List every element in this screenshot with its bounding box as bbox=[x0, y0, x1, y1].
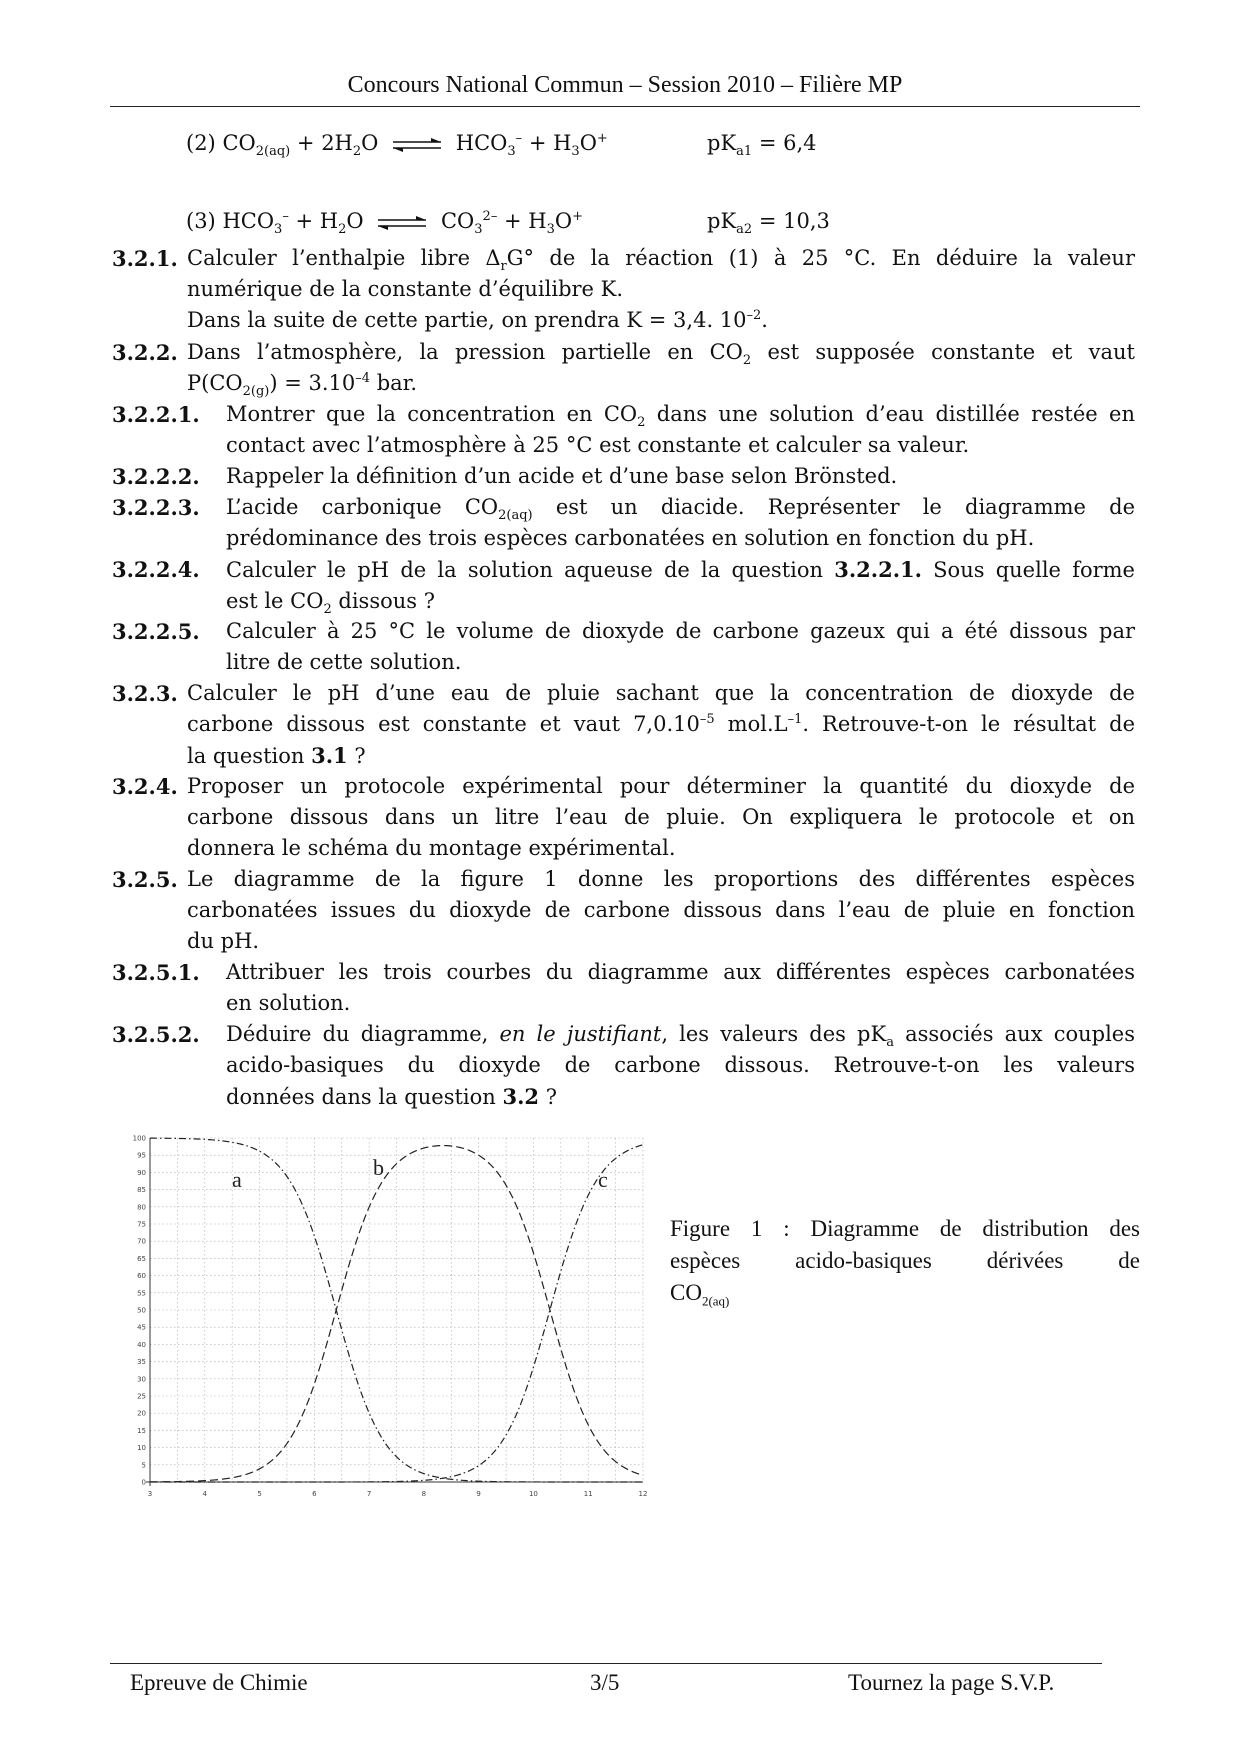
question-3-2-5: Le diagramme de la figure 1 donne les proportions des différentes espèces carbonatées issues du dioxyde de carbone dissous dans l’eau de pluie en fonction du pH. bbox=[187, 867, 1135, 953]
chart-tick-labels bbox=[133, 1135, 648, 1499]
x-tick-label: 12 bbox=[638, 1490, 648, 1498]
equilibrium-arrow-icon bbox=[376, 216, 428, 230]
x-tick-label: 6 bbox=[312, 1490, 317, 1498]
y-tick-label: 100 bbox=[132, 1134, 146, 1143]
question-3-2-2-4: Calculer le pH de la solution aqueuse de la question 3.2.2.1. Sous quelle forme est le $CO_2$ dissous ? bbox=[226, 557, 1135, 618]
chart-grid bbox=[150, 1138, 643, 1482]
y-tick-label: 35 bbox=[137, 1358, 146, 1367]
question-3-2-4: Proposer un protocole expérimental pour déterminer la quantité du dioxyde de carbone dissous dans un litre l’eau de pluie. On expliquera le protocole et on donnera le schéma du montage expérimental. bbox=[187, 774, 1135, 860]
footer-rule bbox=[110, 1663, 1102, 1664]
question-number: 3.2.2.5. bbox=[112, 619, 200, 644]
y-tick-label: 50 bbox=[137, 1306, 146, 1315]
question-number: 3.2.1. bbox=[112, 246, 178, 271]
x-tick-label: 4 bbox=[202, 1490, 208, 1498]
y-tick-label: 40 bbox=[137, 1340, 146, 1349]
y-tick-label: 15 bbox=[137, 1426, 146, 1435]
curve-label-c: c bbox=[598, 1167, 608, 1192]
x-tick-label: 10 bbox=[528, 1490, 538, 1498]
curve-label-b: b bbox=[373, 1155, 384, 1180]
y-tick-label: 70 bbox=[137, 1237, 146, 1246]
footer-right: Tournez la page S.V.P. bbox=[848, 1670, 1055, 1695]
y-tick-label: 55 bbox=[137, 1289, 146, 1298]
y-tick-label: 10 bbox=[137, 1444, 146, 1453]
question-3-2-2-2: Rappeler la définition d’un acide et d’une base selon Brönsted. bbox=[226, 464, 898, 488]
question-3-2-2: Dans l’atmosphère, la pression partielle en $CO_2$ est supposée constante et vaut $P(CO_{2(g)}) = 3.10^{-4}$ bar. bbox=[187, 340, 1135, 400]
question-3-2-3: Calculer le pH d’une eau de pluie sachant que la concentration de dioxyde de carbone dissous est constante et vaut $7,0.10^{-5}$ $mol.L^{-1}$. Retrouve-t-on le résultat de la question 3.1 ? bbox=[187, 681, 1135, 768]
question-number: 3.2.2.1. bbox=[112, 402, 200, 427]
y-tick-label: 80 bbox=[137, 1203, 146, 1212]
question-number: 3.2.2.2. bbox=[112, 464, 200, 489]
curve-label-a: a bbox=[232, 1167, 242, 1192]
y-tick-label: 60 bbox=[137, 1272, 146, 1281]
question-number: 3.2.5.2. bbox=[112, 1022, 200, 1047]
x-tick-label: 11 bbox=[583, 1490, 593, 1498]
figure-caption: Figure 1 : Diagramme de distribution des espèces acido-basiques dérivées de $CO_{2(aq)}$ bbox=[670, 1216, 1140, 1309]
pka1-value: $pK_{a1} = 6,4$ bbox=[707, 131, 817, 160]
question-number: 3.2.2.4. bbox=[112, 557, 200, 582]
x-tick-label: 5 bbox=[257, 1490, 262, 1498]
question-3-2-5-1: Attribuer les trois courbes du diagramme aux différentes espèces carbonatées en solution. bbox=[226, 960, 1135, 1015]
header-rule bbox=[110, 106, 1140, 107]
y-tick-label: 0 bbox=[141, 1478, 146, 1487]
chart-axes bbox=[146, 1138, 643, 1486]
y-tick-label: 5 bbox=[141, 1461, 146, 1470]
page-number: 3/5 bbox=[590, 1670, 620, 1695]
y-tick-label: 25 bbox=[137, 1392, 146, 1401]
question-3-2-2-1: Montrer que la concentration en $CO_2$ dans une solution d’eau distillée restée en contact avec l’atmosphère à 25 °C est constante et calculer sa valeur. bbox=[226, 402, 1135, 457]
question-number: 3.2.3. bbox=[112, 681, 178, 706]
question-3-2-2-5: Calculer à 25 °C le volume de dioxyde de carbone gazeux qui a été dissous par litre de cette solution. bbox=[226, 619, 1135, 674]
x-tick-label: 8 bbox=[421, 1490, 427, 1498]
equation-3: (3) $HCO_3^- + H_2O$ $CO_3^{2-} + H_3O^+$ bbox=[186, 209, 583, 238]
question-number: 3.2.2. bbox=[112, 340, 178, 365]
pka2-value: $pK_{a2} = 10,3$ bbox=[707, 209, 830, 238]
y-tick-label: 45 bbox=[137, 1323, 146, 1332]
y-tick-label: 30 bbox=[137, 1375, 146, 1384]
page-header-title: Concours National Commun – Session 2010 – Filière MP bbox=[347, 72, 903, 98]
equation-2: (2) $CO_{2(aq)} + 2H_2O$ $HCO_3^- + H_3O^+$ bbox=[186, 131, 608, 160]
x-tick-label: 3 bbox=[147, 1490, 153, 1498]
question-3-2-1: Calculer l’enthalpie libre $\Delta_rG^\circ$ de la réaction (1) à 25 °C. En déduire la valeur numérique de la constante d’équilibre K. Dans la suite de cette partie, on prendra K = 3,4. $10^{-2}$. bbox=[187, 246, 1135, 332]
y-tick-label: 90 bbox=[137, 1168, 146, 1177]
question-number: 3.2.4. bbox=[112, 774, 178, 799]
equilibrium-arrow-icon bbox=[391, 138, 443, 152]
x-tick-label: 9 bbox=[476, 1490, 481, 1498]
question-3-2-2-3: L’acide carbonique $CO_{2(aq)}$ est un diacide. Représenter le diagramme de prédominance des trois espèces carbonatées en solution en fonction du pH. bbox=[226, 495, 1135, 550]
question-number: 3.2.2.3. bbox=[112, 495, 200, 520]
x-tick-label: 7 bbox=[366, 1490, 372, 1498]
footer-left: Epreuve de Chimie bbox=[130, 1670, 308, 1695]
y-tick-label: 85 bbox=[137, 1186, 146, 1195]
distribution-chart bbox=[128, 1132, 650, 1506]
y-tick-label: 65 bbox=[137, 1254, 146, 1263]
y-tick-label: 75 bbox=[137, 1220, 146, 1229]
question-number: 3.2.5. bbox=[112, 867, 178, 892]
y-tick-label: 20 bbox=[137, 1409, 146, 1418]
question-number: 3.2.5.1. bbox=[112, 960, 200, 985]
y-tick-label: 95 bbox=[137, 1151, 146, 1160]
question-3-2-5-2: Déduire du diagramme, en le justifiant, les valeurs des $pK_a$ associés aux couples acido-basiques du dioxyde de carbone dissous. Retrouve-t-on les valeurs données dans la question 3.2 ? bbox=[226, 1022, 1135, 1109]
